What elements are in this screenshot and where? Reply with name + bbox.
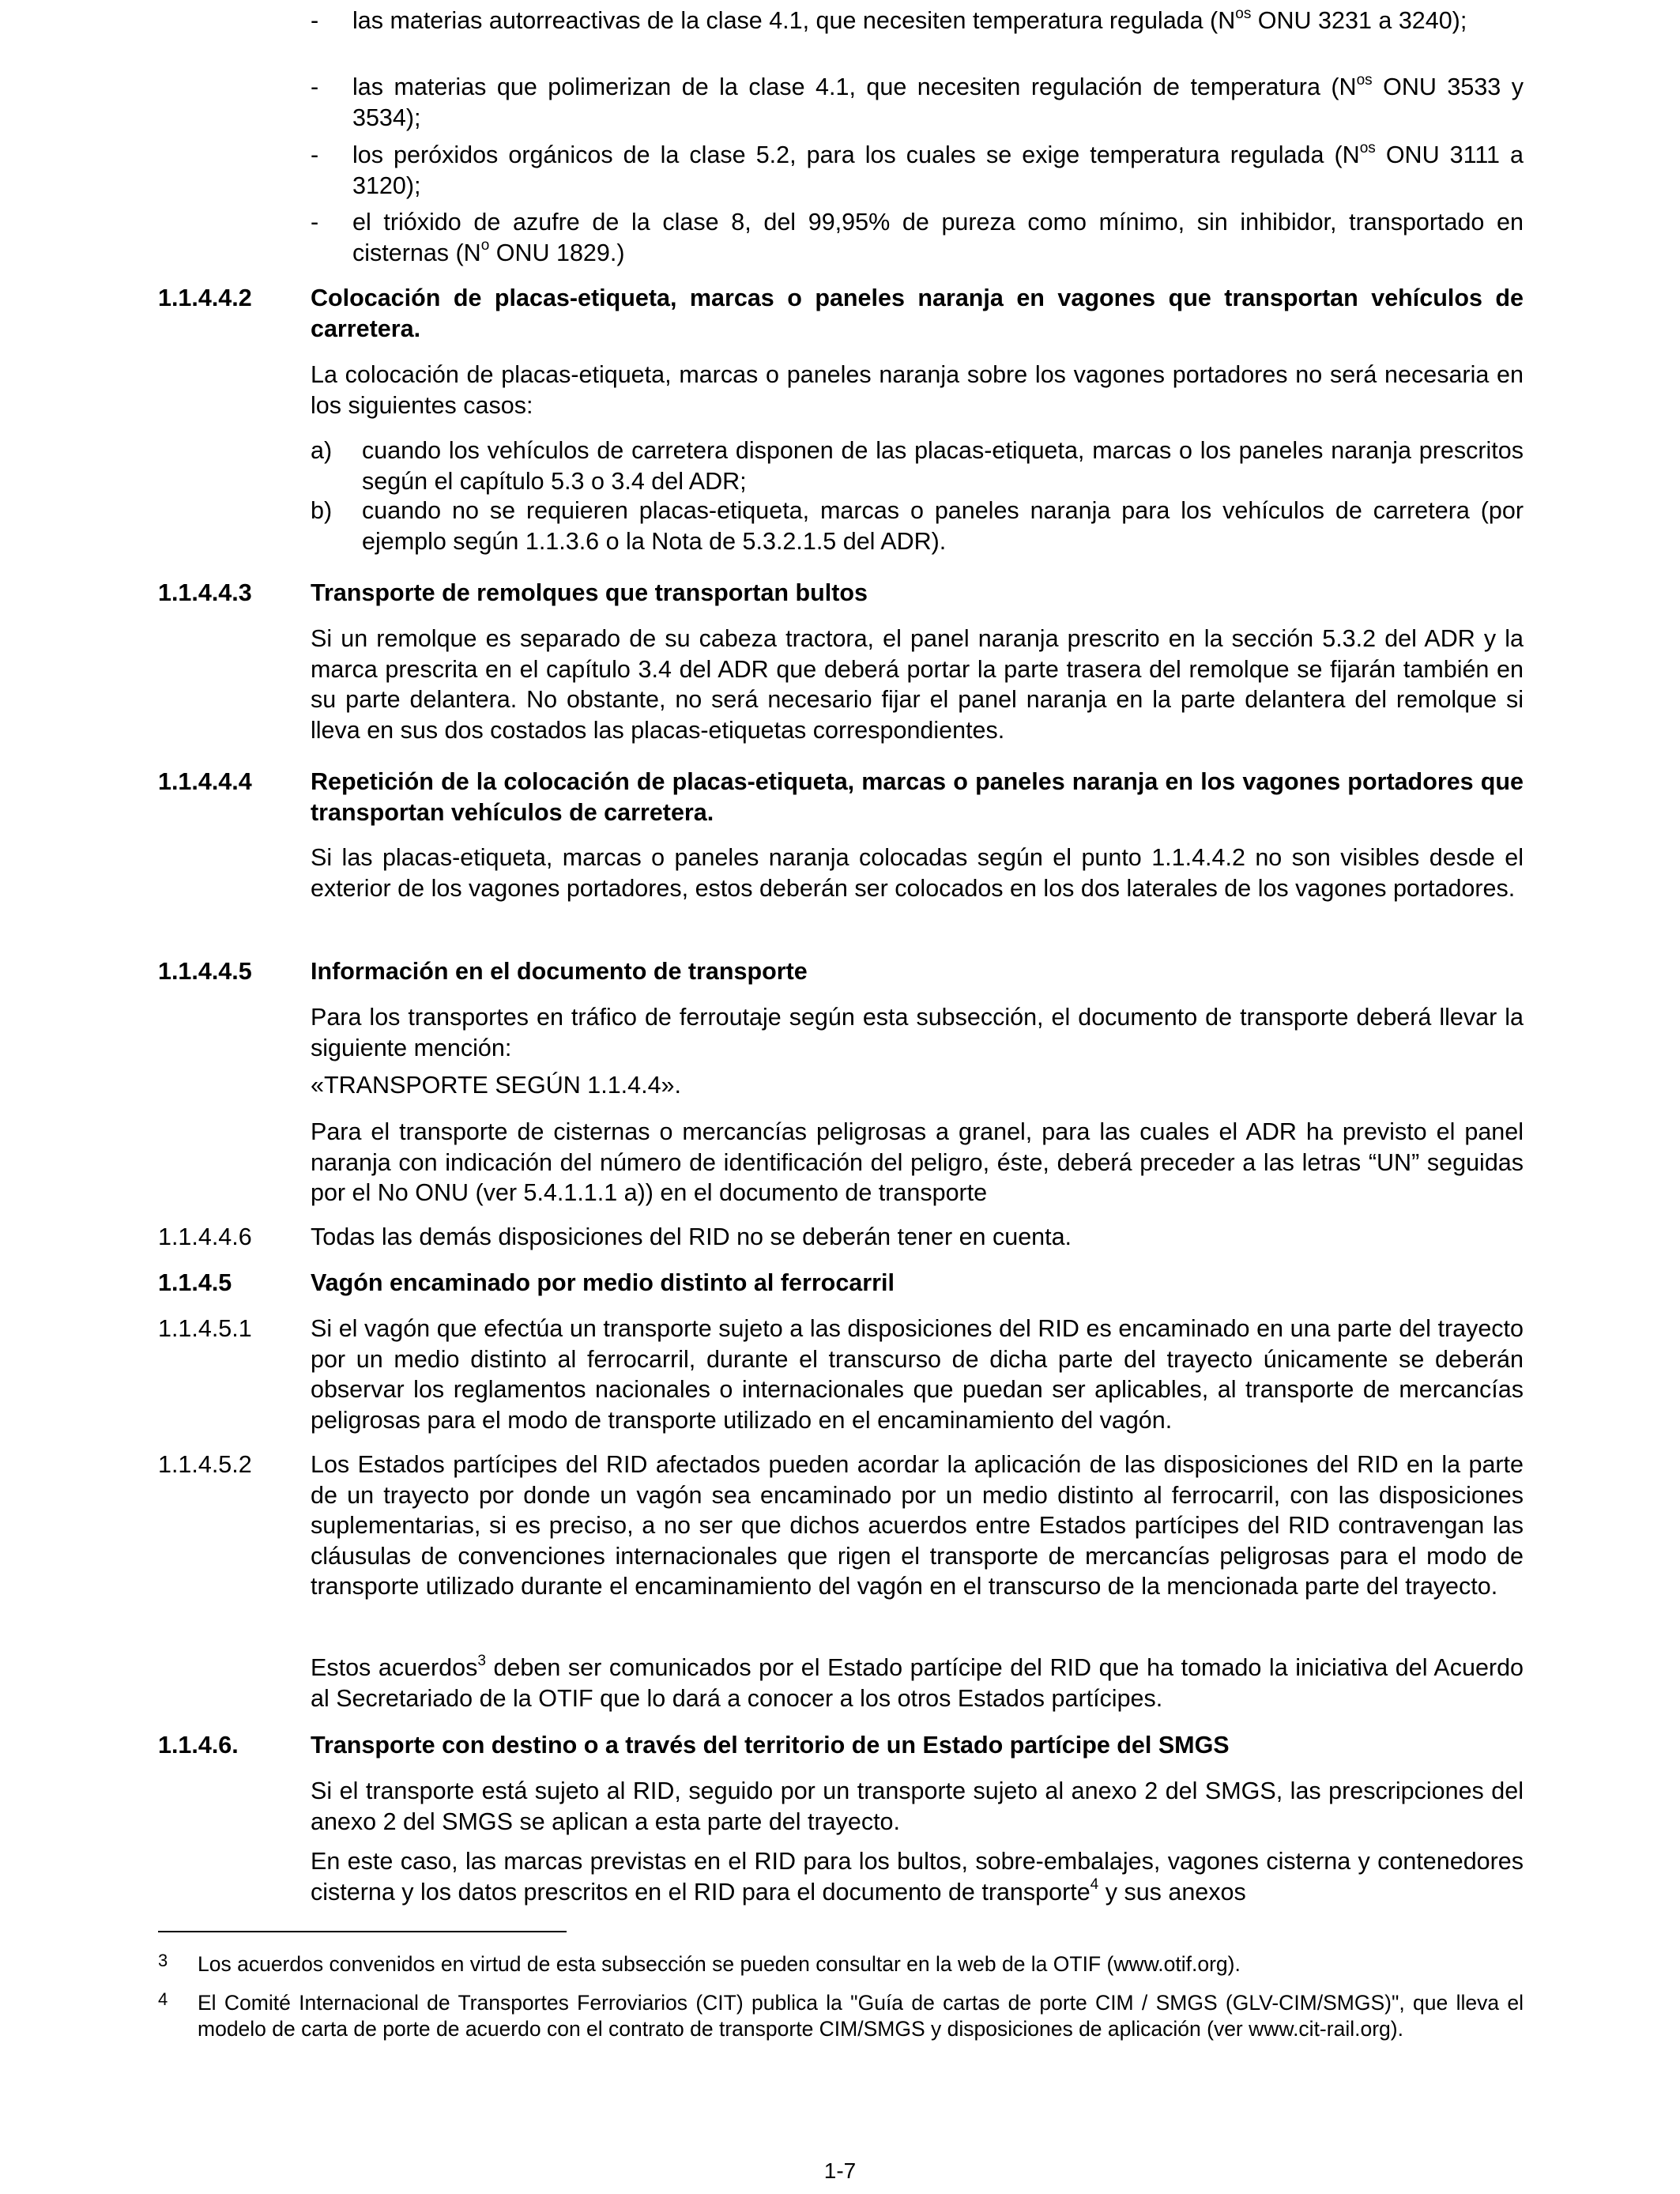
section-number: 1.1.4.6. [158,1732,239,1759]
section-number: 1.1.4.5 [158,1269,232,1296]
list-item [311,496,1524,556]
footnote-number: 4 [158,1989,168,2009]
list-item [311,72,1524,133]
list-item-text: las materias que polimerizan de la clase 4.1, que necesiten regulación de temperatura ($N^{os}$ ONU 3533 y 3534); [352,71,1524,131]
footnote [158,1951,1524,1977]
section-number: 1.1.4.4.4 [158,768,252,795]
section-number: 1.1.4.5.2 [158,1451,252,1478]
section-heading: Vagón encaminado por medio distinto al ferrocarril [311,1269,895,1296]
paragraph: Para los transportes en tráfico de ferroutaje según esta subsección, el documento de transporte deberá llevar la siguiente mención: [311,1004,1524,1061]
footnote [158,1990,1524,2041]
section-number: 1.1.4.4.3 [158,579,252,606]
list-item [311,6,1524,36]
footnote-text: Los acuerdos convenidos en virtud de esta subsección se pueden consultar en la web de la OTIF (www.otif.org). [198,1952,1241,1976]
list-item [311,435,1524,496]
list-item-text: el trióxido de azufre de la clase 8, del 99,95% de pureza como mínimo, sin inhibidor, transportado en cisternas ($N^o$ ONU 1829.) [352,209,1524,266]
list-marker: b) [311,497,333,524]
footnote-separator [158,1931,567,1932]
paragraph: Todas las demás disposiciones del RID no se deberán tener en cuenta. [311,1223,1072,1250]
footnote-text: El Comité Internacional de Transportes Ferroviarios (CIT) publica la "Guía de cartas de porte CIM / SMGS (GLV-CIM/SMGS)", que lleva el modelo de carta de porte de acuerdo con el contrato de transporte CIM/SMGS y disposiciones de aplicación (ver www.cit-rail.org). [198,1991,1524,2041]
paragraph: Si el transporte está sujeto al RID, seguido por un transporte sujeto al anexo 2 del SMGS, las prescripciones del anexo 2 del SMGS se aplican a esta parte del trayecto. [311,1777,1524,1835]
section-number: 1.1.4.4.5 [158,958,252,985]
paragraph: La colocación de placas-etiqueta, marcas o paneles naranja sobre los vagones portadores no será necesaria en los siguientes casos: [311,361,1524,419]
section-heading: Información en el documento de transporte [311,958,808,985]
footnote-ref: 4 [1090,1876,1099,1894]
list-marker: - [311,74,319,100]
paragraph: Estos acuerdos$^3$ deben ser comunicados por el Estado partícipe del RID que ha tomado la iniciativa del Acuerdo al Secretariado de la OTIF que lo dará a conocer a los otros Estados partícipes. [311,1652,1524,1712]
paragraph: Los Estados partícipes del RID afectados pueden acordar la aplicación de las disposiciones del RID en la parte de un trayecto por donde un vagón sea encaminado por un medio distinto al ferrocarril, con las disposiciones suplementarias, si es preciso, a no ser que dichos acuerdos entre Estados partícipes del RID contravengan las cláusulas de convenciones internacionales que rigen el transporte de mercancías peligrosas para el modo de transporte utilizado durante el encaminamiento del vagón en el transcurso de la mencionada parte del trayecto. [311,1451,1524,1600]
list-marker: - [311,209,319,236]
list-item-text: cuando no se requieren placas-etiqueta, marcas o paneles naranja para los vehículos de carretera (por ejemplo según 1.1.3.6 o la Nota de 5.3.2.1.5 del ADR). [362,497,1524,555]
quote-paragraph: «TRANSPORTE SEGÚN 1.1.4.4». [311,1072,681,1099]
list-item-text: cuando los vehículos de carretera disponen de las placas-etiqueta, marcas o los paneles naranja prescritos según el capítulo 5.3 o 3.4 del ADR; [362,437,1524,495]
list-item-text: los peróxidos orgánicos de la clase 5.2, para los cuales se exige temperatura regulada ($N^{os}$ ONU 3111 a 3120); [352,139,1524,199]
section-number: 1.1.4.5.1 [158,1315,252,1342]
paragraph: Si el vagón que efectúa un transporte sujeto a las disposiciones del RID es encaminado en una parte del trayecto por un medio distinto al ferrocarril, durante el transcurso de dicha parte del trayecto únicamente se deberán observar los reglamentos nacionales o internacionales que puedan ser aplicables, al transporte de mercancías peligrosas para el modo de transporte utilizado en el encaminamiento del vagón. [311,1315,1524,1434]
list-item-text: las materias autorreactivas de la clase 4.1, que necesiten temperatura regulada ($N^{os}$ ONU 3231 a 3240); [352,5,1467,34]
paragraph: Para el transporte de cisternas o mercancías peligrosas a granel, para las cuales el ADR ha previsto el panel naranja con indicación del número de identificación del peligro, éste, deberá preceder a las letras “UN” seguidas por el No ONU (ver 5.4.1.1.1 a)) en el documento de transporte [311,1118,1524,1206]
footnote-number: 3 [158,1951,168,1970]
section-heading: Repetición de la colocación de placas-etiqueta, marcas o paneles naranja en los vagones portadores que transportan vehículos de carretera. [311,768,1524,826]
list-item [311,207,1524,268]
paragraph: Si las placas-etiqueta, marcas o paneles naranja colocadas según el punto 1.1.4.4.2 no son visibles desde el exterior de los vagones portadores, estos deberán ser colocados en los dos laterales de los vagones portadores. [311,844,1524,902]
section-number: 1.1.4.4.6 [158,1223,252,1250]
section-heading: Transporte con destino o a través del territorio de un Estado partícipe del SMGS [311,1732,1230,1759]
section-number: 1.1.4.4.2 [158,285,252,311]
section-heading: Colocación de placas-etiqueta, marcas o paneles naranja en vagones que transportan vehículos de carretera. [311,285,1524,342]
list-marker: - [311,141,319,168]
footnote-ref: 3 [477,1652,486,1669]
list-marker: a) [311,437,333,464]
page-number: 1-7 [823,2158,857,2183]
section-heading: Transporte de remolques que transportan bultos [311,579,868,606]
list-marker: - [311,7,319,34]
paragraph: Si un remolque es separado de su cabeza tractora, el panel naranja prescrito en la sección 5.3.2 del ADR y la marca prescrita en el capítulo 3.4 del ADR que deberá portar la parte trasera del remolque se fijarán también en su parte delantera. No obstante, no será necesario fijar el panel naranja en la parte delantera del remolque si lleva en sus dos costados las placas-etiquetas correspondientes. [311,625,1524,744]
paragraph: En este caso, las marcas previstas en el RID para los bultos, sobre-embalajes, vagones cisterna y contenedores cisterna y los datos prescritos en el RID para el documento de transporte$^4$ y sus anexos [311,1848,1524,1906]
list-item [311,140,1524,201]
